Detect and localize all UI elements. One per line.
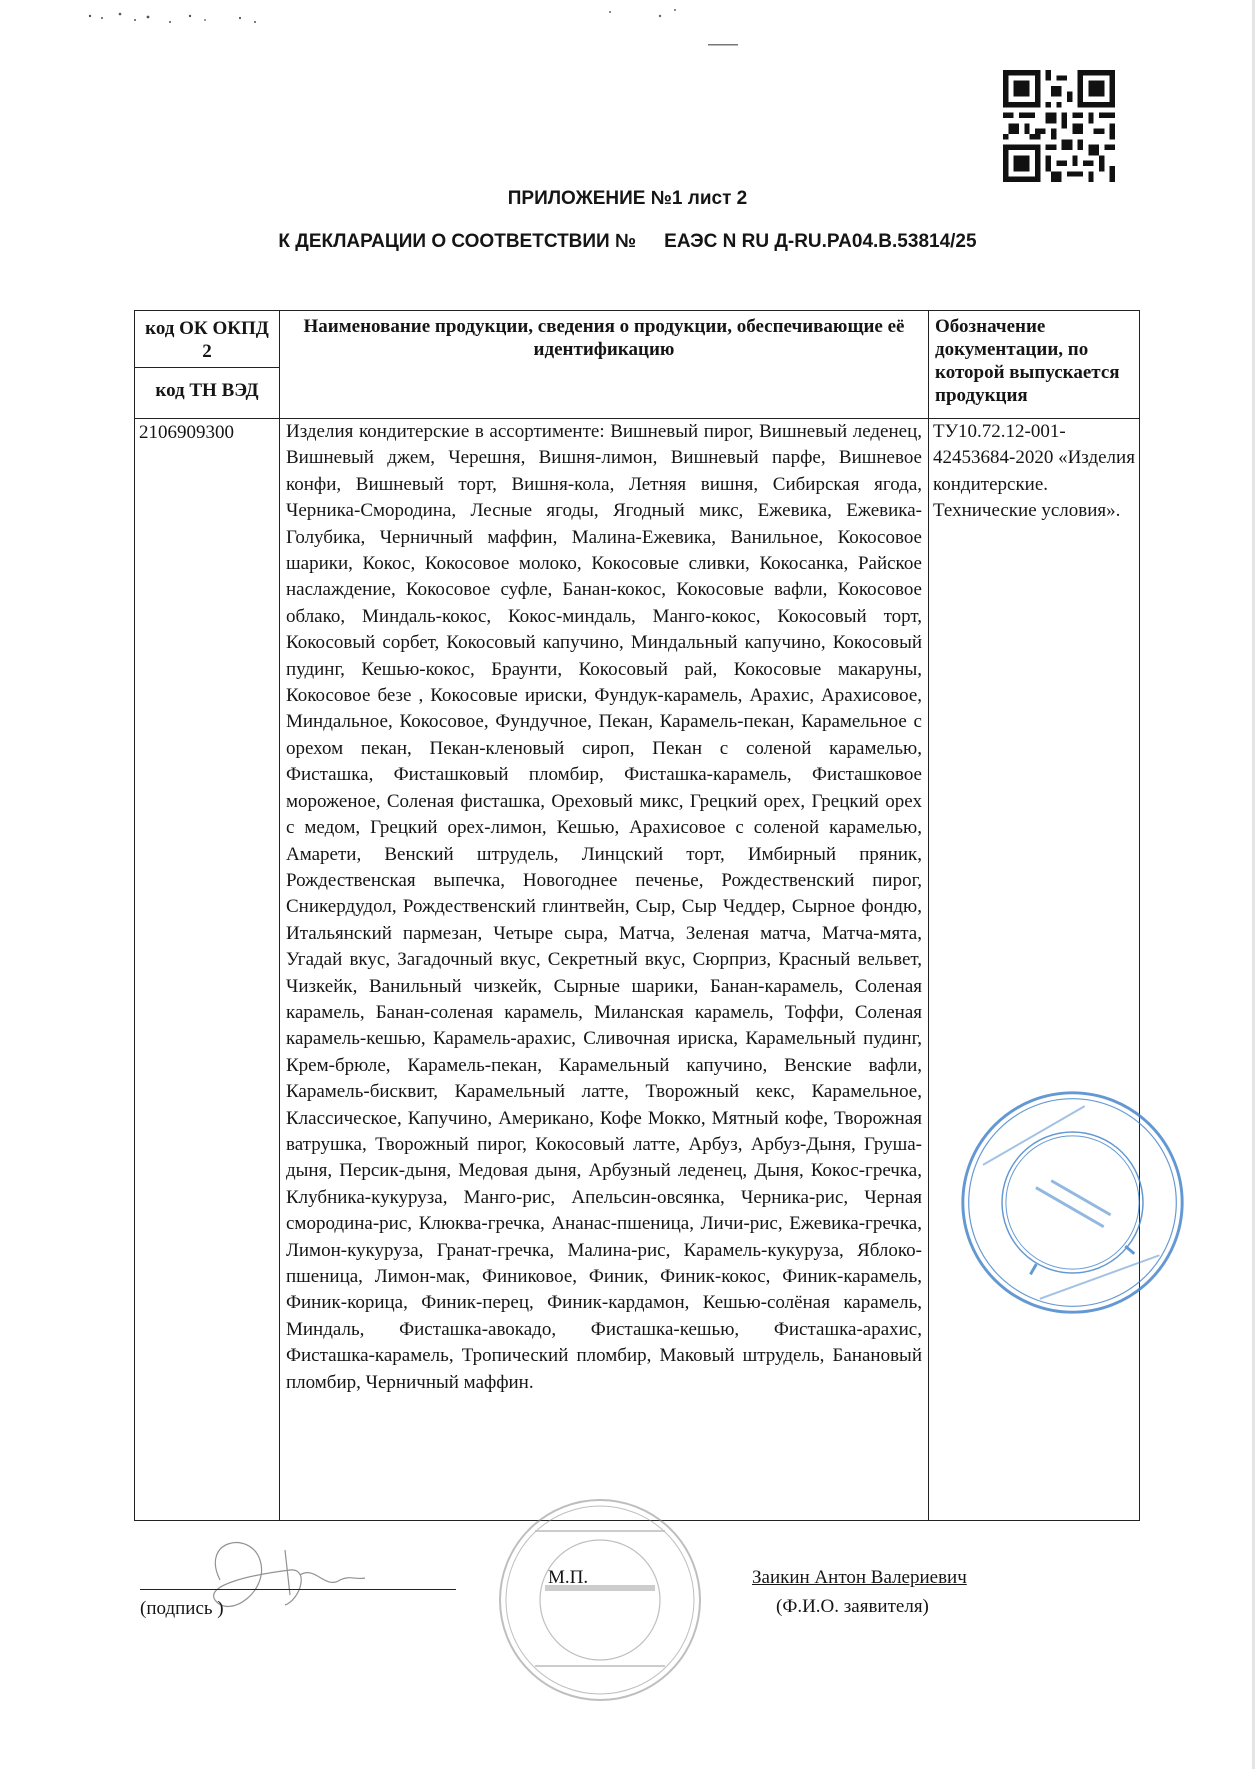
header-okpd: код ОК ОКПД 2 — [135, 311, 280, 368]
scan-noise-2 — [600, 6, 740, 46]
declaration-title — [0, 231, 1255, 253]
header-documentation: Обозначение документации, по которой выпускается продукция — [929, 311, 1140, 419]
tnved-code: 2106909300 — [135, 419, 280, 1521]
blue-company-stamp-icon — [955, 1085, 1190, 1320]
documentation-ref: ТУ10.72.12-001-42453684-2020 «Изделия кондитерские. Технические условия». — [929, 419, 1140, 1521]
signature-line — [140, 1589, 456, 1590]
declaration-prefix: К ДЕКЛАРАЦИИ О СООТВЕТСТВИИ № — [278, 231, 637, 252]
scan-noise — [80, 8, 410, 48]
header-tnved: код ТН ВЭД — [135, 368, 280, 419]
table-header-row — [135, 311, 1140, 368]
qr-code-icon — [1003, 70, 1115, 182]
gray-company-stamp-icon — [490, 1490, 710, 1710]
declaration-number: ЕАЭС N RU Д-RU.PA04.B.53814/25 — [664, 231, 977, 252]
signature-label: (подпись ) — [140, 1598, 224, 1619]
header-product-name: Наименование продукции, сведения о продукции, обеспечивающие её идентификацию — [280, 311, 929, 419]
product-description: Изделия кондитерские в ассортименте: Вишневый пирог, Вишневый леденец, Вишневый джем, Черешня, Вишня-лимон, Вишневый парфе, Вишневое конфи, Вишневый торт, Вишня-кола, Летняя вишня, Сибирская ягода, Черника-Смородина, Лесные ягоды, Ягодный микс, Ежевика, Ежевика-Голубика, Черничный маффин, Малина-Ежевика, Ванильное, Кокосовое шарики, Кокос, Кокосовое молоко, Кокосовые сливки, Кокосанка, Райское наслаждение, Кокосовое суфле, Банан-кокос, Кокосовые вафли, Кокосовое облако, Миндаль-кокос, Кокос-миндаль, Манго-кокос, Кокосовый торт, Кокосовый сорбет, Кокосовый капучино, Миндальный капучино, Кокосовый пудинг, Кешью-кокос, Браунти, Кокосовый рай, Кокосовые макаруны, Кокосовое безе , Кокосовые ириски, Фундук-карамель, Арахис, Арахисовое, Миндальное, Кокосовое, Фундучное, Пекан, Карамель-пекан, Карамельное с орехом пекан, Пекан-кленовый сироп, Пекан с соленой карамелью, Фисташка, Фисташковый пломбир, Фисташка-карамель, Фисташковое мороженое, Соленая фисташка, Ореховый микс, Грецкий орех, Грецкий орех с медом, Грецкий орех-лимон, Кешью, Арахисовое с соленой карамелью, Амарети, Венский штрудель, Линцский торт, Имбирный пряник, Рождественская выпечка, Новогоднее печенье, Рождественский пирог, Сникердудол, Рождественский глинтвейн, Сыр, Сыр Чеддер, Сырное фондю, Итальянский пармезан, Четыре сыра, Матча, Зеленая матча, Матча-мята, Угадай вкус, Загадочный вкус, Секретный вкус, Сюрприз, Красный вельвет, Чизкейк, Ванильный чизкейк, Сырные шарики, Банан-карамель, Соленая карамель, Банан-соленая карамель, Миланская карамель, Тоффи, Соленая карамель-кешью, Карамель-арахис, Сливочная ириска, Карамельный пудинг, Крем-брюле, Карамель-пекан, Карамельный капучино, Венские вафли, Карамель-бисквит, Карамельный латте, Творожный кекс, Карамельное, Классическое, Капучино, Американо, Кофе Мокко, Мятный кофе, Творожная ватрушка, Творожный пирог, Кокосовый латте, Арбуз, Арбуз-Дыня, Груша-дыня, Персик-дыня, Медовая дыня, Арбузный леденец, Дыня, Кокос-гречка, Клубника-кукуруза, Манго-рис, Апельсин-овсянка, Черника-рис, Черная смородина-рис, Клюква-гречка, Ананас-пшеница, Личи-рис, Ежевика-гречка, Лимон-кукуруза, Гранат-гречка, Малина-рис, Карамель-кукуруза, Яблоко-пшеница, Лимон-мак, Финиковое, Финик, Финик-кокос, Финик-карамель, Финик-корица, Финик-перец, Финик-кардамон, Кешью-солёная карамель, Миндаль, Фисташка-авокадо, Фисташка-кешью, Фисташка-арахис, Фисташка-карамель, Тропический пломбир, Маковый штрудель, Банановый пломбир, Черничный маффин. — [280, 419, 929, 1521]
table-row — [135, 419, 1140, 1521]
applicant-label: (Ф.И.О. заявителя) — [776, 1596, 929, 1617]
product-table — [134, 310, 1140, 1521]
applicant-name: Заикин Антон Валериевич — [752, 1567, 967, 1588]
seal-place-label: М.П. — [548, 1567, 589, 1588]
appendix-title: ПРИЛОЖЕНИЕ №1 лист 2 — [507, 188, 748, 209]
